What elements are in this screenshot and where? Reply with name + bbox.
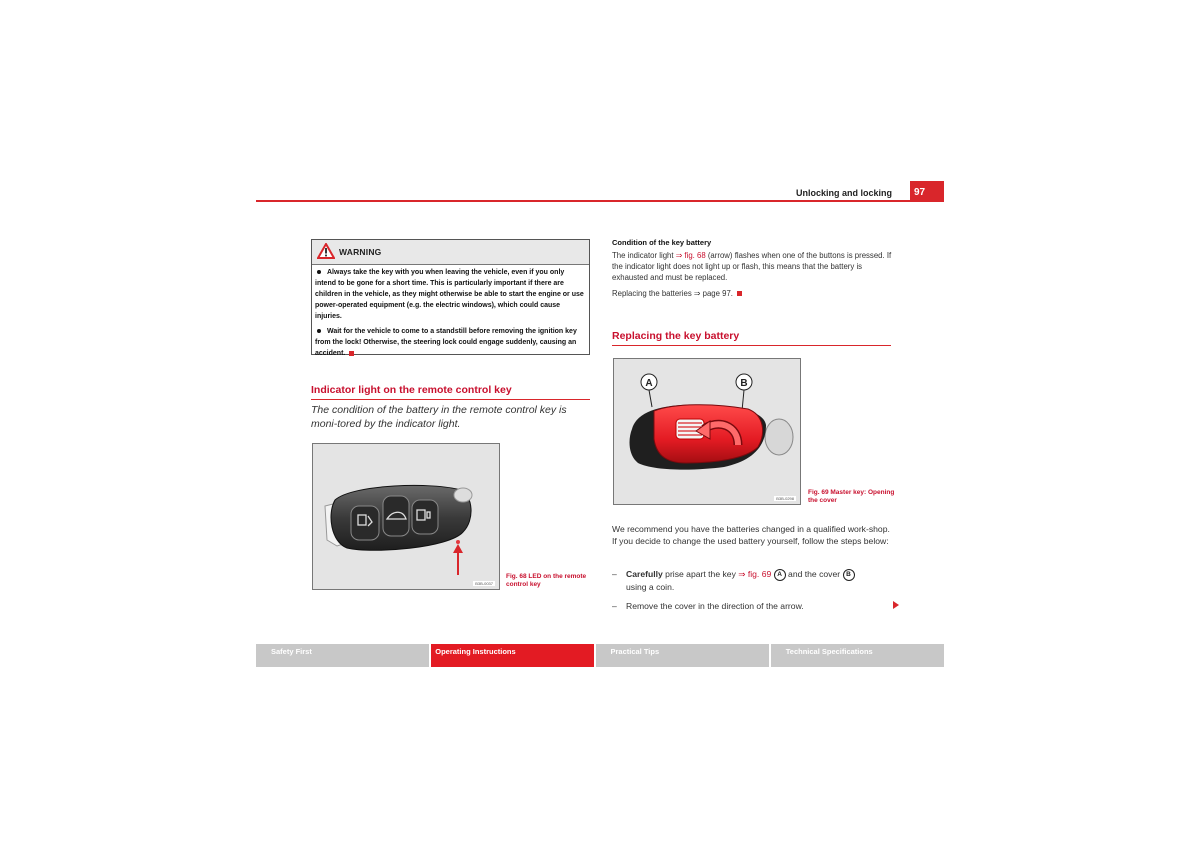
end-of-section-icon bbox=[349, 351, 354, 356]
figure-68-caption: Fig. 68 LED on the remote control key bbox=[506, 573, 587, 588]
figure-code: B3B-0037 bbox=[475, 581, 493, 586]
figure-68-remote-key-led bbox=[312, 443, 500, 590]
condition-heading: Condition of the key battery bbox=[612, 238, 712, 247]
condition-paragraph bbox=[612, 250, 894, 283]
continue-arrow-icon bbox=[893, 601, 899, 609]
tab-operating-instructions[interactable]: Operating Instructions bbox=[431, 644, 593, 667]
replacing-reference-text[interactable]: Replacing the batteries ⇒ page 97. bbox=[612, 289, 733, 298]
label-b-badge: B bbox=[843, 569, 855, 581]
step-text: and the cover bbox=[785, 569, 843, 579]
condition-text: (arrow) flashes when one of the buttons is pressed. If the indicator light does not light up or flash, this means that the battery is exhausted and must be replaced. bbox=[612, 251, 892, 282]
warning-item bbox=[315, 326, 585, 359]
replace-intro: We recommend you have the batteries changed in a qualified work-shop. If you decide to change the used battery yourself, follow the steps below: bbox=[612, 524, 890, 546]
warning-title: WARNING bbox=[339, 247, 382, 257]
end-of-section-icon bbox=[737, 291, 742, 296]
tab-safety-first[interactable]: Safety First bbox=[256, 644, 429, 667]
step-text: using a coin. bbox=[626, 581, 675, 592]
figure-reference-link[interactable]: ⇒ fig. 69 bbox=[738, 569, 772, 579]
warning-box bbox=[311, 239, 590, 355]
figure-69-master-key bbox=[613, 358, 801, 505]
running-header-title: Unlocking and locking bbox=[795, 188, 892, 198]
indicator-intro: The condition of the battery in the remote control key is moni-tored by the indicator light. bbox=[311, 404, 567, 430]
header-rule bbox=[256, 200, 944, 202]
bullet-icon bbox=[317, 329, 321, 333]
step-text: Remove the cover in the direction of the arrow. bbox=[626, 601, 804, 611]
warning-item-text: Wait for the vehicle to come to a standstill before removing the ignition key from the lock! Otherwise, the steering lock could engage suddenly, causing an accident. bbox=[315, 328, 577, 357]
warning-item bbox=[315, 267, 585, 322]
tab-practical-tips[interactable]: Practical Tips bbox=[596, 644, 769, 667]
bullet-icon bbox=[317, 270, 321, 274]
warning-item-text: Always take the key with you when leaving the vehicle, even if you only intend to be gone for a short time. This is particularly important if there are children in the vehicle, as they might otherwise be able to start the engine or use power-operated equipment (e.g. the electric windows), which could cause injuries. bbox=[315, 269, 584, 320]
replace-section-heading: Replacing the key battery bbox=[612, 330, 891, 346]
indicator-section-heading: Indicator light on the remote control key bbox=[311, 384, 590, 400]
step-dash: – bbox=[612, 569, 617, 579]
remote-key-illustration bbox=[313, 444, 499, 589]
step-emphasis: Carefully bbox=[626, 569, 663, 579]
replacing-reference bbox=[612, 289, 742, 298]
step-item bbox=[612, 568, 894, 593]
condition-text: The indicator light bbox=[612, 251, 676, 260]
master-key-illustration bbox=[614, 359, 800, 504]
footer-tabs bbox=[256, 644, 944, 667]
tab-technical-specifications[interactable]: Technical Specifications bbox=[771, 644, 944, 667]
warning-triangle-icon bbox=[317, 243, 335, 264]
figure-reference-link[interactable]: ⇒ fig. 68 bbox=[675, 251, 706, 260]
figure-code: B3B-0298 bbox=[776, 496, 794, 501]
figure-label-a: A bbox=[645, 378, 653, 389]
step-dash: – bbox=[612, 601, 617, 611]
step-item bbox=[612, 600, 894, 612]
figure-69-caption: Fig. 69 Master key: Opening the cover bbox=[808, 489, 895, 504]
page-number: 97 bbox=[910, 181, 944, 201]
warning-header bbox=[312, 240, 589, 265]
step-text: prise apart the key bbox=[662, 569, 739, 579]
figure-label-b: B bbox=[740, 378, 748, 389]
label-a-badge: A bbox=[774, 569, 786, 581]
